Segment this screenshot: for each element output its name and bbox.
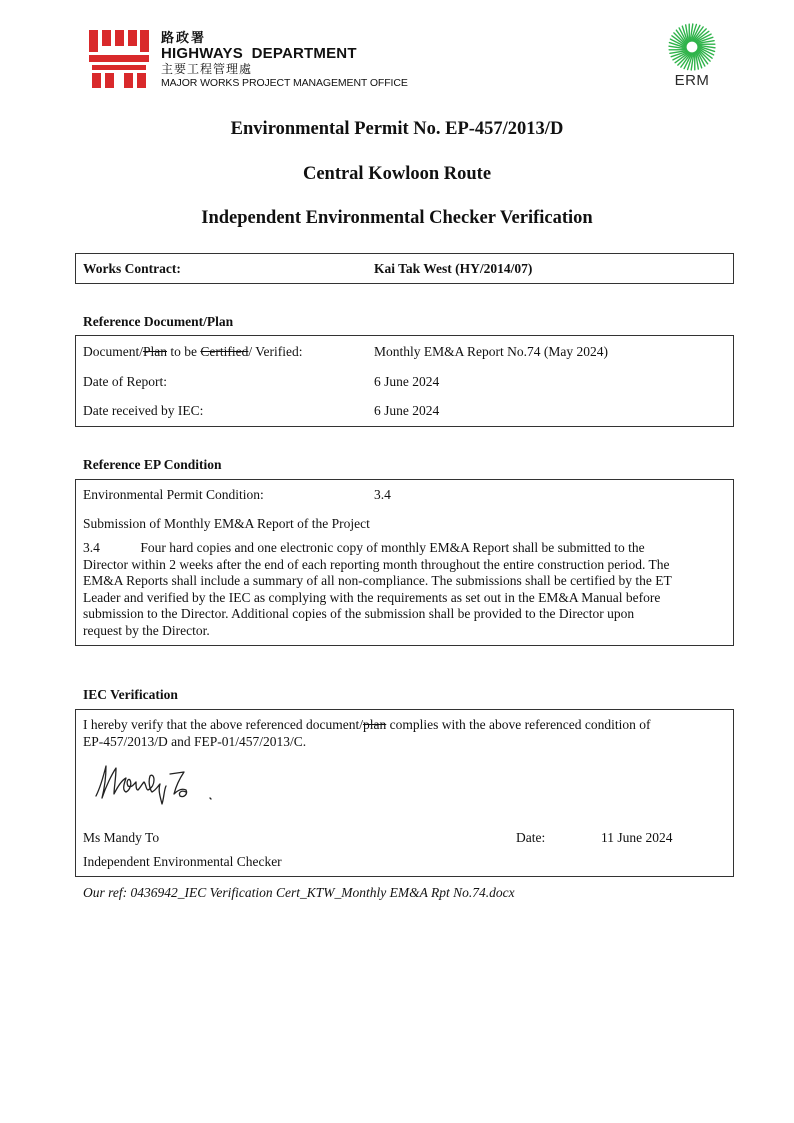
signature-date-label: Date: bbox=[516, 830, 546, 845]
our-reference: Our ref: 0436942_IEC Verification Cert_KTW_Monthly EM&A Rpt No.74.docx bbox=[83, 885, 515, 900]
verification-statement-line2: EP-457/2013/D and FEP-01/457/2013/C. bbox=[83, 734, 307, 749]
office-name-english: MAJOR WORKS PROJECT MANAGEMENT OFFICE bbox=[161, 77, 408, 89]
signatory-name: Ms Mandy To bbox=[83, 830, 160, 845]
permit-title: Environmental Permit No. EP-457/2013/D bbox=[230, 119, 564, 139]
paragraph-line: request by the Director. bbox=[83, 622, 210, 638]
org-name-english: HIGHWAYS DEPARTMENT bbox=[161, 45, 357, 62]
condition-value: 3.4 bbox=[374, 487, 391, 502]
project-title: Central Kowloon Route bbox=[302, 164, 492, 184]
works-contract-value: Kai Tak West (HY/2014/07) bbox=[374, 261, 533, 276]
form-title: Independent Environmental Checker Verification bbox=[201, 208, 593, 228]
signatory-title: Independent Environmental Checker bbox=[83, 854, 282, 869]
condition-paragraph bbox=[83, 540, 723, 639]
ep-condition-heading: Reference EP Condition bbox=[83, 457, 222, 472]
reference-document-heading: Reference Document/Plan bbox=[83, 314, 234, 329]
condition-label: Environmental Permit Condition: bbox=[83, 487, 264, 502]
erm-sunburst-logo bbox=[667, 22, 717, 72]
handwritten-signature bbox=[92, 760, 222, 810]
document-value: Monthly EM&A Report No.74 (May 2024) bbox=[374, 344, 608, 359]
paragraph-line: Director within 2 weeks after the end of each reporting month throughout the entire construction period. The bbox=[83, 556, 670, 572]
highways-department-logo bbox=[89, 30, 149, 88]
paragraph-line: EM&A Reports shall include a summary of all non-compliance. The submissions shall be certified by the ET bbox=[83, 573, 672, 588]
iec-verification-heading: IEC Verification bbox=[83, 687, 178, 702]
paragraph-line: Leader and verified by the IEC as complying with the requirements as set out in the EM&A Manual before bbox=[83, 589, 661, 605]
office-name-chinese: 主要工程管理處 bbox=[161, 62, 253, 76]
date-of-report-label: Date of Report: bbox=[83, 374, 167, 389]
date-received-value: 6 June 2024 bbox=[374, 403, 440, 418]
date-received-label: Date received by IEC: bbox=[83, 403, 204, 418]
verification-statement: I hereby verify that the above referenced document/plan complies with the above referenced condition of bbox=[83, 717, 651, 732]
paragraph-line: 3.4 Four hard copies and one electronic copy of monthly EM&A Report shall be submitted to the bbox=[83, 540, 645, 555]
works-contract-label: Works Contract: bbox=[83, 261, 181, 276]
paragraph-line: submission to the Director. Additional copies of the submission shall be provided to the Director upon bbox=[83, 606, 635, 621]
signature-date-value: 11 June 2024 bbox=[601, 830, 673, 845]
condition-subject: Submission of Monthly EM&A Report of the Project bbox=[83, 516, 370, 531]
document-label: Document/Plan to be Certified/ Verified: bbox=[83, 344, 303, 359]
header-org-block bbox=[161, 30, 408, 90]
date-of-report-value: 6 June 2024 bbox=[374, 374, 440, 389]
org-name-chinese: 路政署 bbox=[161, 30, 207, 45]
erm-wordmark: ERM bbox=[674, 72, 710, 89]
